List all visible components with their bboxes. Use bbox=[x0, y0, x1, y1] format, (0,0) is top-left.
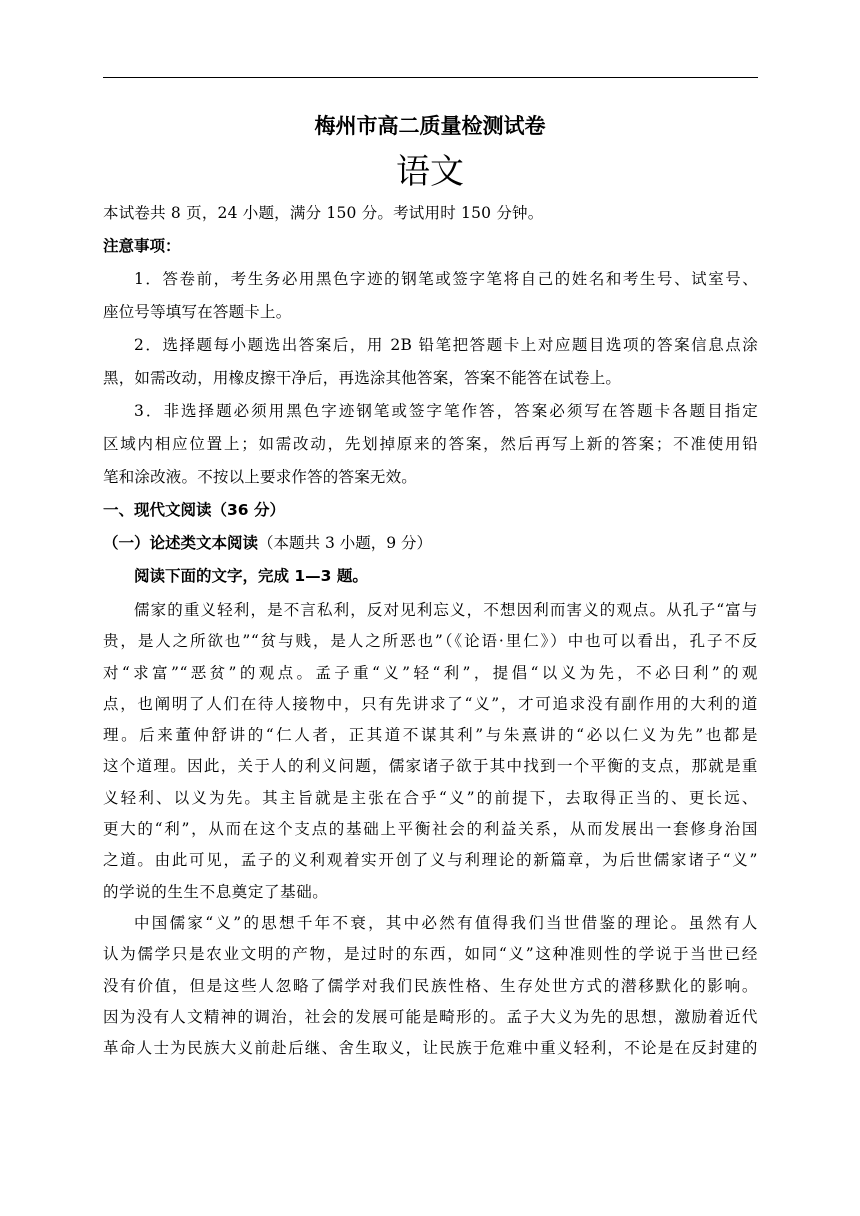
passage-line: 贵，是人之所欲也”“贫与贱，是人之所恶也”（《论语·里仁》）中也可以看出，孔子不反 bbox=[103, 632, 758, 651]
passage-line: 之道。由此可见，孟子的义利观着实开创了义与利理论的新篇章，为后世儒家诸子“义” bbox=[103, 851, 758, 870]
passage-paragraph-2 bbox=[103, 908, 758, 1064]
notice-item-line: 3．非选择题必须用黑色字迹钢笔或签字笔作答，答案必须写在答题卡各题目指定 bbox=[134, 402, 758, 420]
passage-line: 中国儒家“义”的思想千年不衰，其中必然有值得我们当世借鉴的理论。虽然有人 bbox=[134, 913, 758, 932]
notice-item-line: 黑，如需改动，用橡皮擦干净后，再选涂其他答案，答案不能答在试卷上。 bbox=[103, 369, 622, 387]
exam-intro: 本试卷共 8 页，24 小题，满分 150 分。考试用时 150 分钟。 bbox=[103, 204, 544, 222]
notice-item-line: 座位号等填写在答题卡上。 bbox=[103, 303, 292, 321]
passage-line: 更大的“利”，从而在这个支点的基础上平衡社会的利益关系，从而发展出一套修身治国 bbox=[103, 820, 758, 839]
notice-heading: 注意事项： bbox=[103, 237, 181, 255]
passage-line: 的学说的生生不息奠定了基础。 bbox=[103, 882, 329, 901]
passage-line: 这个道理。因此，关于人的利义问题，儒家诸子欲于其中找到一个平衡的支点，那就是重 bbox=[103, 757, 758, 776]
notice-item-1 bbox=[103, 263, 758, 329]
passage-line: 理。后来董仲舒讲的“仁人者，正其道不谋其利”与朱熹讲的“必以仁义为先”也都是 bbox=[103, 726, 758, 745]
passage-line: 认为儒学只是农业文明的产物，是过时的东西，如同“义”这种准则性的学说于当世已经 bbox=[103, 945, 758, 964]
notice-item-line: 笔和涂改液。不按以上要求作答的答案无效。 bbox=[103, 468, 418, 486]
subject-title: 语文 bbox=[396, 152, 464, 192]
reading-passage bbox=[103, 595, 758, 1064]
passage-paragraph-1 bbox=[103, 595, 758, 908]
passage-line: 对“求富”“恶贫”的观点。孟子重“义”轻“利”，提倡“以义为先，不必曰利”的观 bbox=[103, 663, 758, 682]
exam-content bbox=[103, 197, 758, 1064]
subsection-heading-note: （本题共 3 小题，9 分） bbox=[258, 534, 433, 552]
passage-line: 革命人士为民族大义前赴后继、舍生取义，让民族于危难中重义轻利，不论是在反封建的 bbox=[103, 1039, 758, 1058]
passage-line: 没有价值，但是这些人忽略了儒学对我们民族性格、生存处世方式的潜移默化的影响。 bbox=[103, 976, 758, 995]
notice-item-2 bbox=[103, 329, 758, 395]
passage-line: 因为没有人文精神的调治，社会的发展可能是畸形的。孟子大义为先的思想，激励着近代 bbox=[103, 1007, 758, 1026]
passage-line: 点，也阐明了人们在待人接物中，只有先讲求了“义”，才可追求没有副作用的大利的道 bbox=[103, 694, 758, 713]
notice-item-line: 1．答卷前，考生务必用黑色字迹的钢笔或签字笔将自己的姓名和考生号、试室号、 bbox=[134, 270, 758, 288]
subsection-heading-title: （一）论述类文本阅读 bbox=[103, 534, 259, 552]
passage-line: 义轻利、以义为先。其主旨就是主张在合乎“义”的前提下，去取得正当的、更长远、 bbox=[103, 788, 758, 807]
top-rule bbox=[103, 77, 758, 78]
school-title: 梅州市高二质量检测试卷 bbox=[314, 114, 546, 138]
notice-item-line: 区域内相应位置上；如需改动，先划掉原来的答案，然后再写上新的答案；不准使用铅 bbox=[103, 435, 758, 453]
passage-line: 儒家的重义轻利，是不言私利，反对见利忘义，不想因利而害义的观点。从孔子“富与 bbox=[134, 601, 758, 619]
section-heading: 一、现代文阅读（36 分） bbox=[103, 501, 285, 519]
notice-item-line: 2．选择题每小题选出答案后，用 2B 铅笔把答题卡上对应题目选项的答案信息点涂 bbox=[134, 336, 758, 354]
notice-item-3 bbox=[103, 395, 758, 494]
reading-instruction: 阅读下面的文字，完成 1—3 题。 bbox=[134, 567, 368, 585]
subsection-heading bbox=[103, 527, 758, 560]
